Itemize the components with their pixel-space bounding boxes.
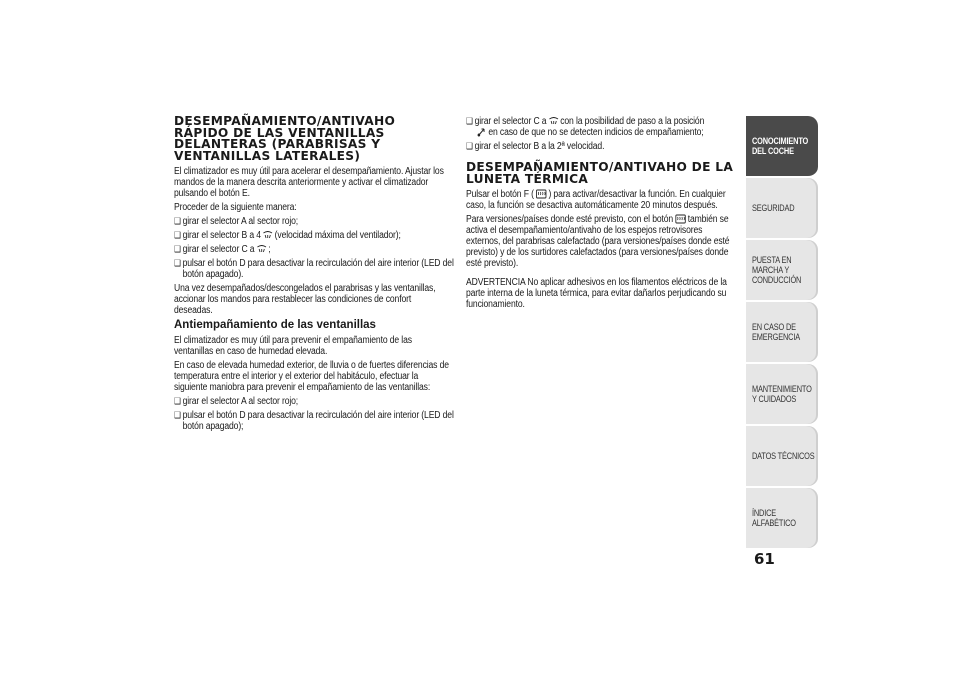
heading-quick-defrost: DESEMPAÑAMIENTO/ANTIVAHO RÁPIDO DE LAS VENTANILLAS DELANTERAS (PARABRISAS Y VENTANILLAS LATERALES) [174,114,396,163]
tab-seguridad[interactable]: SEGURIDAD [746,178,818,239]
paragraph: Proceder de la siguiente manera: [174,202,297,213]
left-column [174,114,454,435]
paragraph: Para versiones/países donde esté previsto, con el botón también se activa el desempañamiento/antivaho de los espejos retrovisores externos, del parabrisas calefactado (para versiones/países donde esté previsto) y de los surtidores calefactados (para versiones/países donde esté previsto). [466,214,730,269]
list-item: ❑ girar el selector A al sector rojo; [174,216,458,227]
section-tabs [746,116,818,550]
paragraph: En caso de elevada humedad exterior, de lluvia o de fuertes diferencias de temperatura entre el interior y el exterior del habitáculo, efectuar la siguiente maniobra para prevenir el empañamiento de las ventanillas: [174,360,449,393]
list-item: ❑ girar el selector A al sector rojo; [174,396,458,407]
right-column [466,116,738,313]
list-item: ❑ girar el selector C a ; [174,244,458,255]
page-number: 61 [754,550,775,568]
list-item: ❑ girar el selector B a la 2ª velocidad. [466,141,746,152]
tab-conocimiento-del-coche[interactable]: CONOCIMIENTO DEL COCHE [746,116,818,177]
paragraph: Una vez desempañados/descongelados el parabrisas y las ventanillas, accionar los mandos para restablecer las condiciones de confort deseadas. [174,283,436,316]
tab-indice-alfabetico[interactable]: ÍNDICE ALFABÉTICO [746,488,818,549]
tab-puesta-en-marcha[interactable]: PUESTA EN MARCHA Y CONDUCCIÓN [746,240,818,301]
warning-paragraph: ADVERTENCIA No aplicar adhesivos en los filamentos eléctricos de la parte interna de la luneta térmica, para evitar dañarlos perjudicando su funcionamiento. [466,277,727,310]
paragraph: El climatizador es muy útil para acelerar el desempañamiento. Ajustar los mandos de la manera descrita anteriormente y activar el climatizador pulsando el botón E. [174,166,444,199]
heading-rear-window-defrost: DESEMPAÑAMIENTO/ANTIVAHO DE LA LUNETA TÉRMICA [466,160,734,186]
rear-window-defrost-icon [536,189,547,199]
list-item: ❑ girar el selector B a 4 (velocidad máxima del ventilador); [174,230,458,241]
tab-datos-tecnicos[interactable]: DATOS TÉCNICOS [746,426,818,487]
windscreen-defrost-icon [263,231,273,240]
feet-airflow-icon [476,127,486,137]
tab-mantenimiento[interactable]: MANTENIMIENTO Y CUIDADOS [746,364,818,425]
subheading-anti-fog: Antiempañamiento de las ventanillas [174,319,376,331]
rear-window-defrost-icon [675,214,686,224]
list-item: ❑ pulsar el botón D para desactivar la recirculación del aire interior (LED del botón apagado); [174,410,458,432]
paragraph: Pulsar el botón F ( ) para activar/desactivar la función. En cualquier caso, la función se desactiva automáticamente 20 minutos después. [466,189,726,211]
windscreen-defrost-icon [256,245,266,254]
paragraph: El climatizador es muy útil para prevenir el empañamiento de las ventanillas en caso de humedad elevada. [174,335,412,357]
windscreen-defrost-icon [548,117,558,126]
tab-en-caso-de-emergencia[interactable]: EN CASO DE EMERGENCIA [746,302,818,363]
list-item: ❑ pulsar el botón D para desactivar la recirculación del aire interior (LED del botón apagado). [174,258,458,280]
list-item: ❑ girar el selector C a con la posibilidad de paso a la posición en caso de que no se detecten indicios de empañamiento; [466,116,746,138]
